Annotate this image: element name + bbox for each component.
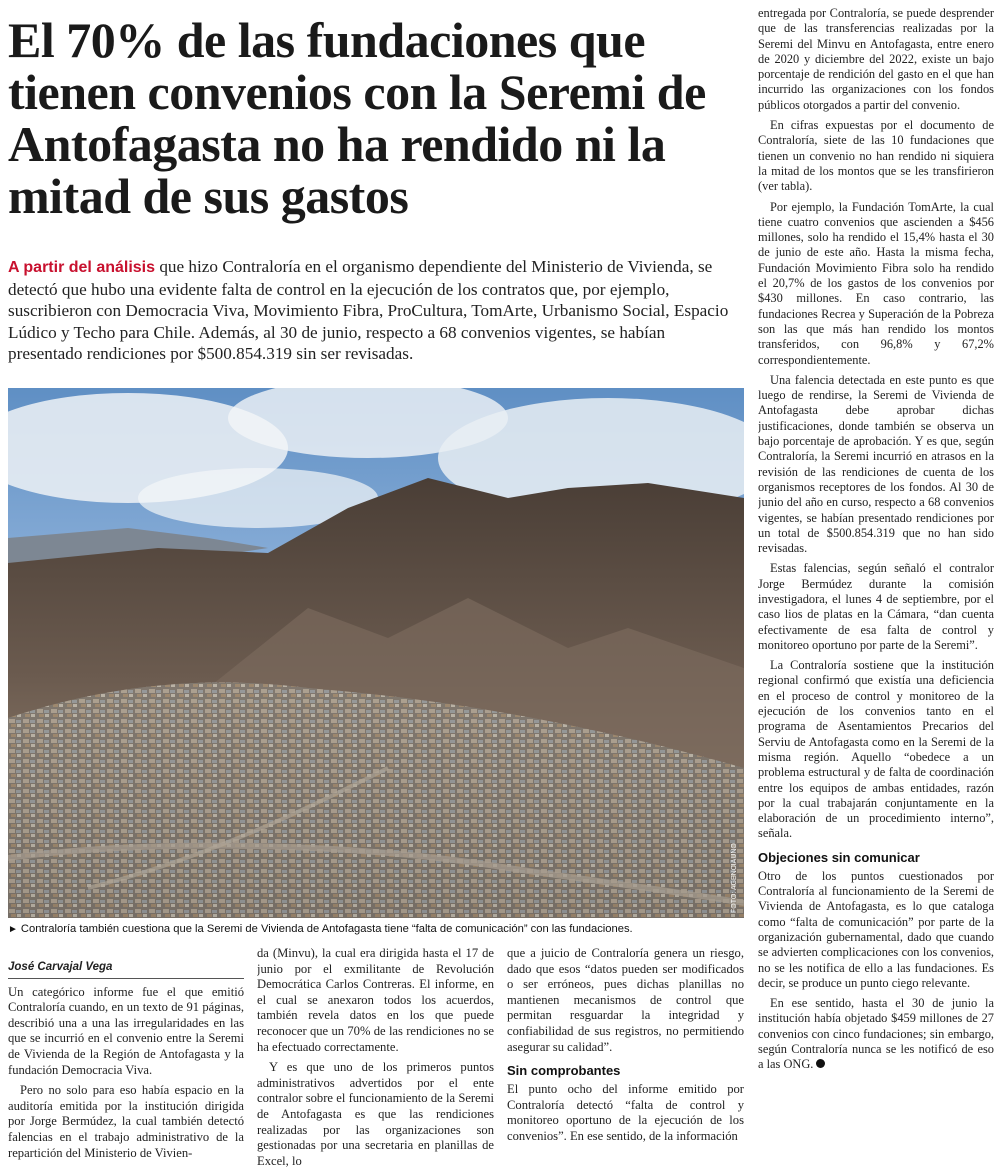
col1-paragraph: Pero no solo para eso había espacio en la auditoría emitida por la institución dirigida por Jorge Bermúdez, la cual también detectó falencias en el trabajo administrativo de la repartición del Ministerio de Vivien- xyxy=(8,1083,244,1160)
photo-caption xyxy=(8,922,744,937)
col1-paragraph: Un categórico informe fue el que emitió Contraloría cuando, en un texto de 91 páginas, describió una a una las irregularidades en las que se incurrió en el convenio entre la Seremi de Vivienda de la Región de Antofagasta y la fundación Democracia Viva. xyxy=(8,984,244,1077)
caption-text: Contraloría también cuestiona que la Seremi de Vivienda de Antofagasta tiene “falta de comunicación” con las fundaciones. xyxy=(20,923,633,935)
col4-paragraph: Estas falencias, según señaló el contralor Jorge Bermúdez durante la comisión investigadora, el lunes 4 de septiembre, por el caso lios de platas en la Cámara, “dan cuenta efectivamente de esa falta de control y monitoreo oportuno por parte de la Seremi”. xyxy=(758,561,994,652)
col2-paragraph: da (Minvu), la cual era dirigida hasta el 17 de junio por el exmilitante de Revolución Democrática Carlos Contreras. El informe, en el cual se anexaron todos los acuerdos, también revela datos en los que puede reconocer que un 70% de las rendiciones no se ha efectuado correctamente. xyxy=(257,946,494,1054)
lede xyxy=(8,256,743,365)
col4-paragraph: La Contraloría sostiene que la institución regional confirmó que existía una deficiencia en el proceso de control y monitoreo de la ejecución de los convenios tanto en el programa de Asentamientos Precarios del Serviu de Antofagasta como en la Seremi de la misma región. Aquello “obedece a un problema estructural y de falta de coordinación entre los equipos de ambas entidades, razón por la cual trabajarán conjuntamente en la elaboración de un procedimiento interno”, señala. xyxy=(758,658,994,841)
col4-paragraph: En ese sentido, hasta el 30 de junio la institución había objetado $459 millones de 27 convenios con cinco fundaciones; sin embargo, según Contraloría nunca se les notificó de eso a las ONG. xyxy=(758,996,994,1072)
col2-paragraph: Y es que uno de los primeros puntos administrativos advertidos por el ente contralor sobre el funcionamiento de la Seremi de Antofagasta es que las rendiciones realizadas por las organizaciones son gestionadas por una secretaria en planillas de Excel, lo xyxy=(257,1060,494,1168)
col4-paragraph: entregada por Contraloría, se puede desprender que de las transferencias realizadas por la Seremi del Minvu en Antofagasta, entre enero de 2020 y diciembre del 2022, existe un bajo porcentaje de rendición del gasto en el que han incurrido las organizaciones con los fondos públicos otorgados a partir del convenio. xyxy=(758,6,994,112)
column-1 xyxy=(8,960,244,1170)
subhead-sin-comprobantes: Sin comprobantes xyxy=(507,1063,621,1079)
lede-kicker: A partir del análisis xyxy=(8,259,156,276)
column-2 xyxy=(257,946,494,1170)
column-3 xyxy=(507,946,744,1170)
col4-paragraph: En cifras expuestas por el documento de Contraloría, siete de las 10 fundaciones que tienen un convenio no han rendido ni siquiera la mitad de los montos que se les transfirieron (ver tabla). xyxy=(758,118,994,194)
lede-text: que hizo Contraloría en el organismo dependiente del Ministerio de Vivienda, se detectó que hubo una evidente falta de control en la ejecución de los contratos que, por ejemplo, suscribieron con Democracia Viva, Movimiento Fibra, ProCultura, TomArte, Urbanismo Social, Espacio Lúdico y Techo para Chile. Además, al 30 de junio, respecto a 68 convenios vigentes, se habían presentado rendiciones por $500.854.319 sin ser revisadas. xyxy=(8,257,729,364)
col3-paragraph: El punto ocho del informe emitido por Contraloría detectó “falta de control y monitoreo oportuno de la ejecución de los convenios”. En ese sentido, de la información xyxy=(507,1082,744,1143)
col4-paragraph: Por ejemplo, la Fundación TomArte, la cual tiene cuatro convenios que ascienden a $456 millones, solo ha rendido el 15,4% hasta el 30 de junio de este año. Hasta la misma fecha, Fundación Movimiento Fibra solo ha rendido el 20,7% de los gastos de los convenios por $430 millones. En caso contrario, las fundaciones Recrea y Superación de la Pobreza son las que más han rendido los montos transferidos, con 96,8% y 67,2% correspondientemente. xyxy=(758,199,994,367)
col4-paragraph: Una falencia detectada en este punto es que luego de rendirse, la Seremi de Vivienda de Antofagasta debe aprobar dichas justificaciones, donde también se observa un bajo porcentaje de aprobación. Y es que, según Contraloría, la Seremi incurrió en atrasos en la revisión de las rendiciones de cuenta de los organismos receptores de los fondos. Al 30 de junio del año en curso, respecto a 68 convenios vigentes, se habían presentado rendiciones por un total de $500.854.319 que no han sido revisadas. xyxy=(758,372,994,556)
photo-credit: FOTO: AGENCIAUNO xyxy=(731,843,738,913)
column-4 xyxy=(758,6,994,1170)
col4-paragraph: Otro de los puntos cuestionados por Contraloría al funcionamiento de la Seremi de Vivienda de Antofagasta, es lo que cataloga como “falta de comunicación” por parte de la organización gubernamental, dado que cuando se advierten complicaciones con los convenios, no se les notifica de ello a las fundaciones. Es decir, se produce un punto ciego relevante. xyxy=(758,868,994,990)
main-photo xyxy=(8,388,744,918)
subhead-objeciones: Objeciones sin comunicar xyxy=(758,849,920,865)
end-mark-icon xyxy=(816,1059,825,1068)
headline: El 70% de las fundaciones que tienen convenios con la Seremi de Antofagasta no ha rendido ni la mitad de sus gastos xyxy=(8,12,706,224)
caption-triangle-icon: ► xyxy=(8,924,18,935)
byline: José Carvajal Vega xyxy=(8,960,244,979)
col3-paragraph: que a juicio de Contraloría genera un riesgo, dado que esos “datos pueden ser modificados o ser erróneos, pues dichas planillas no mantienen mecanismos de control que permitan resguardar la integridad y confiabilidad de sus registros, no permitiendo asegurar su calidad”. xyxy=(507,946,744,1054)
